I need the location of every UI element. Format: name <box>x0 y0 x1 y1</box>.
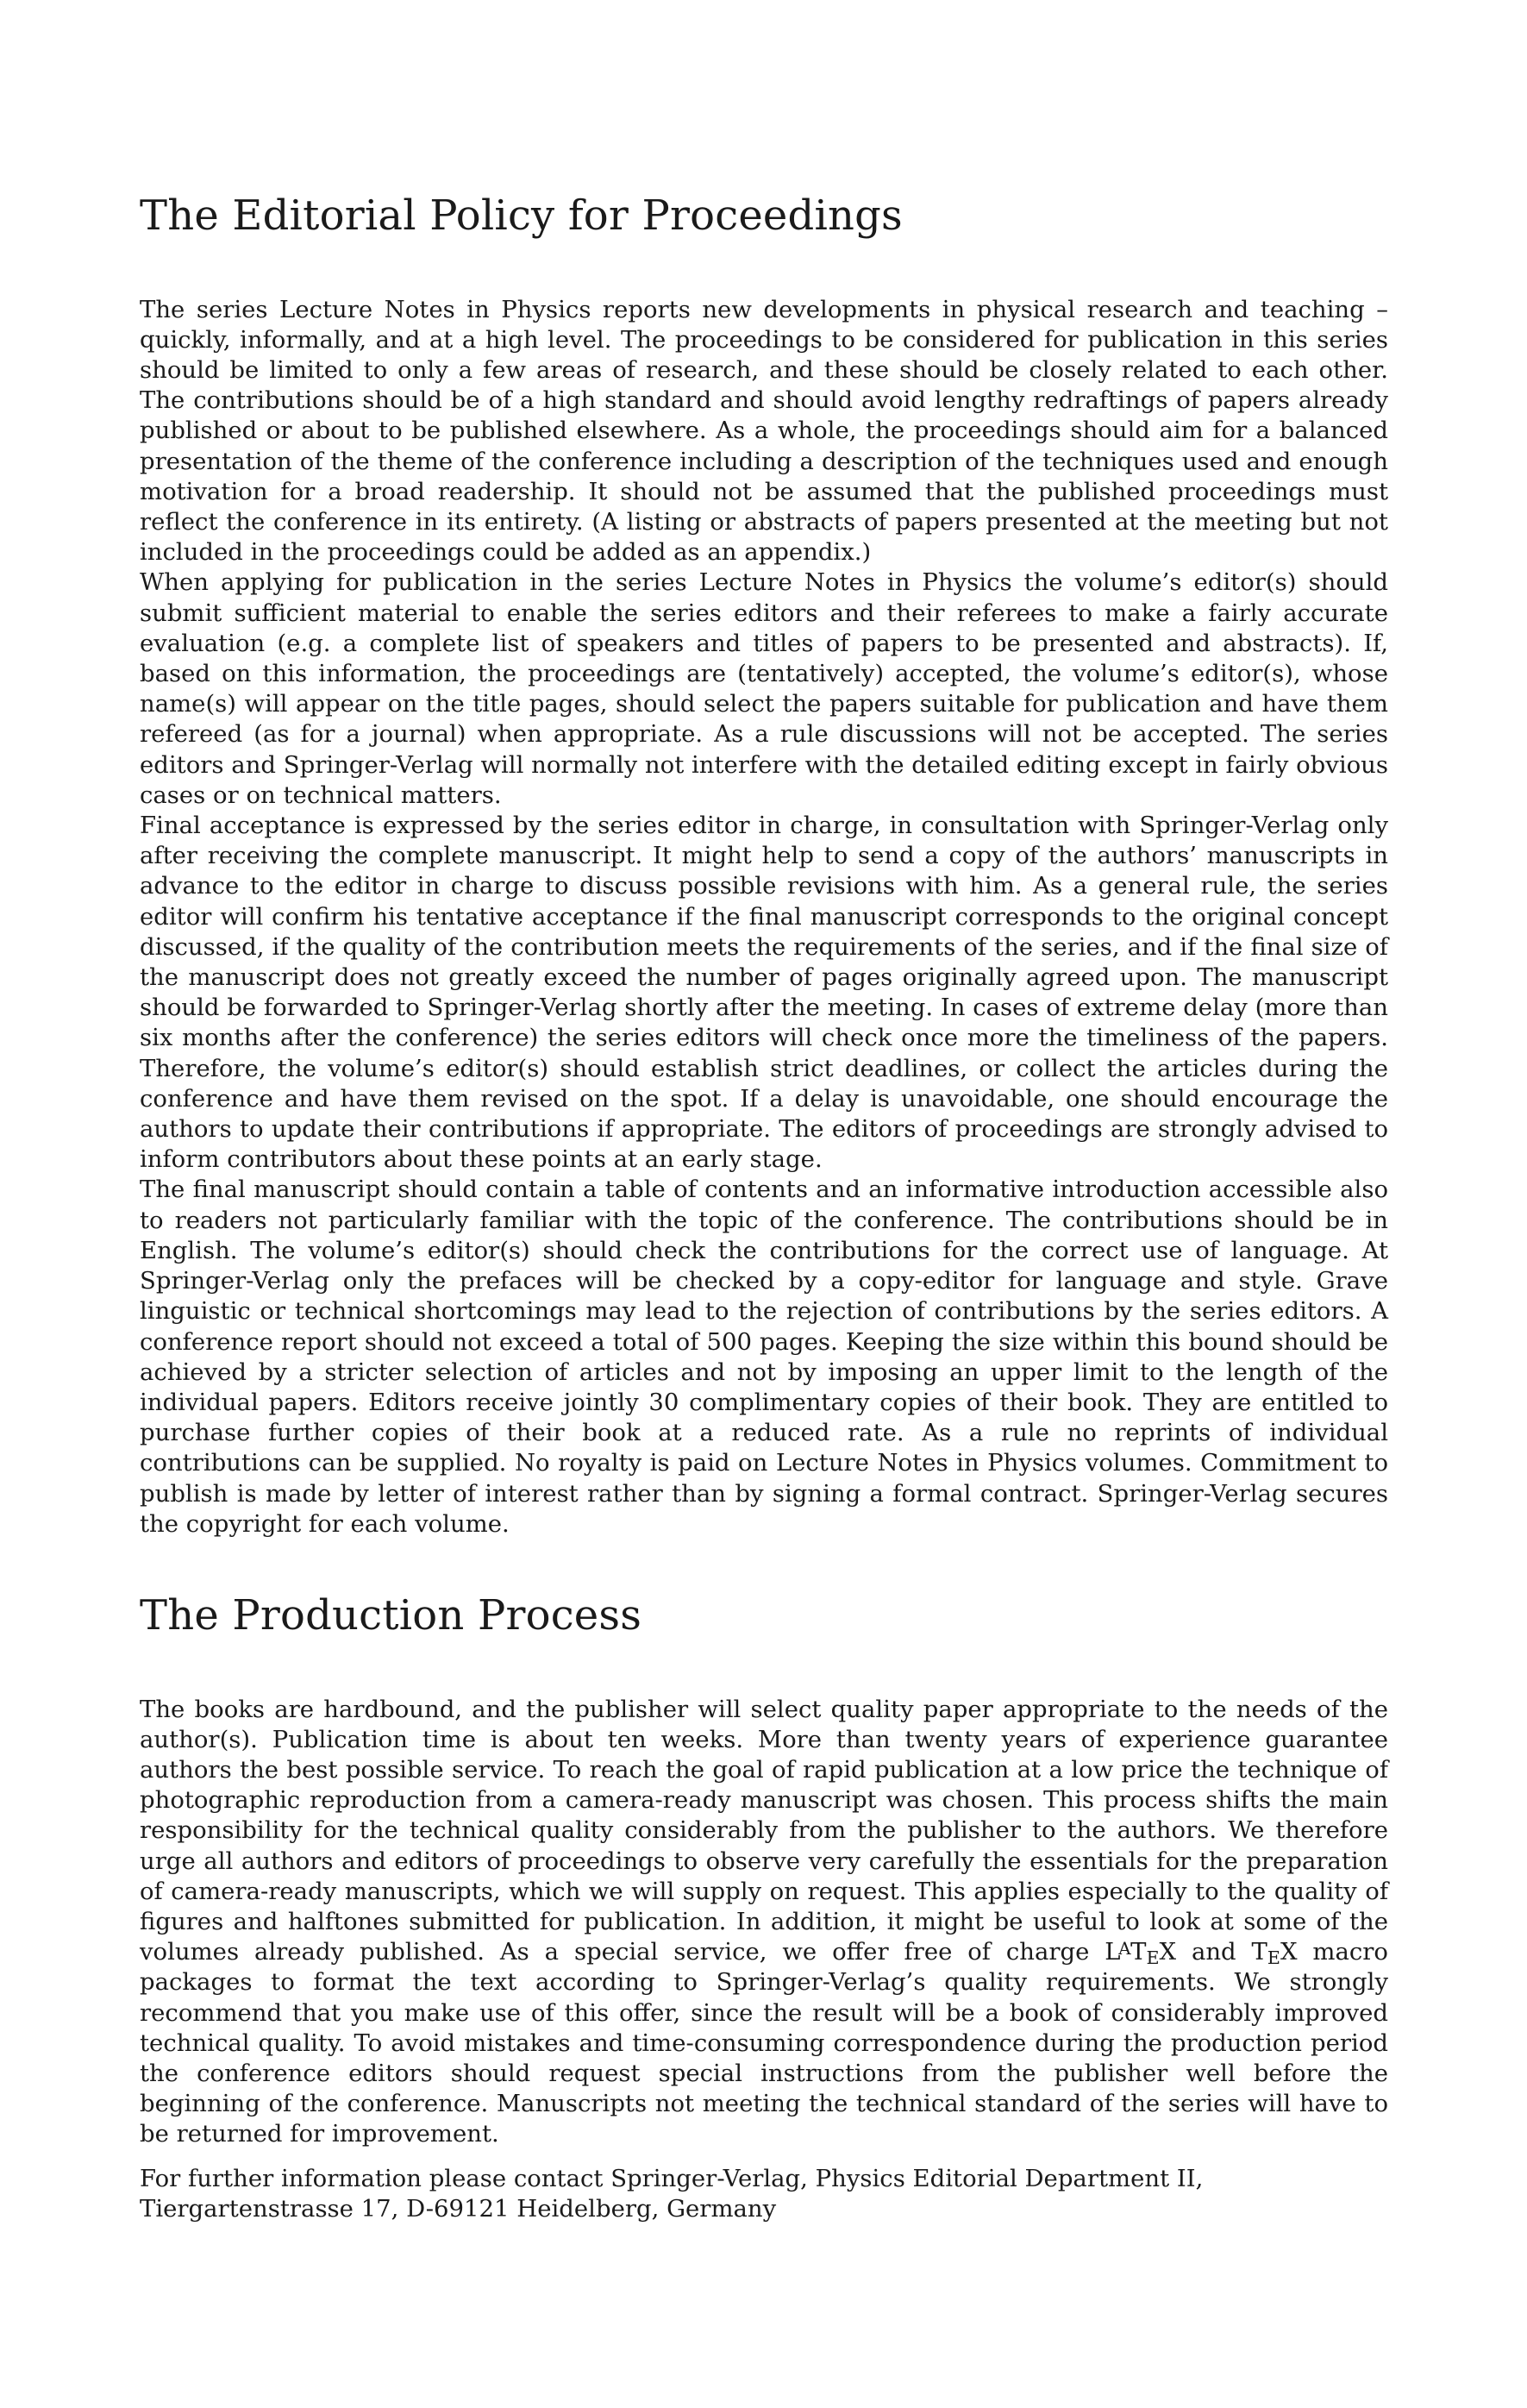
editorial-policy-body <box>140 295 1388 1539</box>
policy-paragraph-3: Final acceptance is expressed by the series editor in charge, in consultation with Springer-Verlag only after receiving the complete manuscript. It might help to send a copy of the authors’ manuscripts in advance to the editor in charge to discuss possible revisions with him. As a general rule, the series editor will confirm his tentative acceptance if the final manuscript corresponds to the original concept discussed, if the quality of the contribution meets the requirements of the series, and if the final size of the manuscript does not greatly exceed the number of pages originally agreed upon. The manuscript should be forwarded to Springer-Verlag shortly after the meeting. In cases of extreme delay (more than six months after the conference) the series editors will check once more the timeliness of the papers. Therefore, the volume’s editor(s) should establish strict deadlines, or collect the articles during the conference and have them revised on the spot. If a delay is unavoidable, one should encourage the authors to update their contributions if appropriate. The editors of proceedings are strongly advised to inform contributors about these points at an early stage. <box>140 812 1388 1174</box>
tex-logo: $T_EX$ <box>1251 1938 1298 1969</box>
production-process-heading: The Production Process <box>140 1590 642 1640</box>
production-text-after-tex: macro packages to format the text according to Springer-Verlag’s quality requirements. We strongly recommend that you make use of this offer, since the result will be a book of considerably improved technical quality. To avoid mistakes and time-consuming correspondence during the production period the conference editors should request special instructions from the publisher well before the beginning of the conference. Manuscripts not meeting the technical standard of the series will have to be returned for improvement. <box>140 1938 1388 2148</box>
policy-paragraph-2: When applying for publication in the series Lecture Notes in Physics the volume’s editor(s) should submit sufficient material to enable the series editors and their referees to make a fairly accurate evaluation (e.g. a complete list of speakers and titles of papers to be presented and abstracts). If, based on this information, the proceedings are (tentatively) accepted, the volume’s editor(s), whose name(s) will appear on the title pages, should select the papers suitable for publication and have them refereed (as for a journal) when appropriate. As a rule discussions will not be accepted. The series editors and Springer-Verlag will normally not interfere with the detailed editing except in fairly obvious cases or on technical matters. <box>140 568 1388 809</box>
page-content <box>140 191 1388 2224</box>
production-text-before-tex: The books are hardbound, and the publisher will select quality paper appropriate to the needs of the author(s). Publication time is about ten weeks. More than twenty years of experience guarantee authors the best possible service. To reach the goal of rapid publication at a low price the technique of photographic reproduction from a camera-ready manuscript was chosen. This process shifts the main responsibility for the technical quality considerably from the publisher to the authors. We therefore urge all authors and editors of proceedings to observe very carefully the essentials for the preparation of camera-ready manuscripts, which we will supply on request. This applies especially to the quality of figures and halftones submitted for publication. In addition, it might be useful to look at some of the volumes already published. As a special service, we offer free of charge <box>140 1695 1388 1966</box>
contact-information: For further information please contact Springer-Verlag, Physics Editorial Department II, Tiergartenstrasse 17, D-69121 Heidelberg, Germany <box>140 2164 1204 2223</box>
policy-paragraph-1: The series Lecture Notes in Physics reports new developments in physical research and teaching – quickly, informally, and at a high level. The proceedings to be considered for publication in this series should be limited to only a few areas of research, and these should be closely related to each other. The contributions should be of a high standard and should avoid lengthy redraftings of papers already published or about to be published elsewhere. As a whole, the proceedings should aim for a balanced presentation of the theme of the conference including a description of the techniques used and enough motivation for a broad readership. It should not be assumed that the published proceedings must reflect the conference in its entirety. (A listing or abstracts of papers presented at the meeting but not included in the proceedings could be added as an appendix.) <box>140 295 1388 567</box>
production-paragraph <box>140 1695 1388 2150</box>
production-process-body <box>140 1695 1388 2224</box>
latex-logo: $L^AT_EX$ <box>1105 1938 1177 1969</box>
tex-connector: and <box>1176 1938 1252 1966</box>
editorial-policy-heading: The Editorial Policy for Proceedings <box>140 191 903 240</box>
policy-paragraph-4: The final manuscript should contain a table of contents and an informative introduction accessible also to readers not particularly familiar with the topic of the conference. The contributions should be in English. The volume’s editor(s) should check the contributions for the correct use of language. At Springer-Verlag only the prefaces will be checked by a copy-editor for language and style. Grave linguistic or technical shortcomings may lead to the rejection of contributions by the series editors. A conference report should not exceed a total of 500 pages. Keeping the size within this bound should be achieved by a stricter selection of articles and not by imposing an upper limit to the length of the individual papers. Editors receive jointly 30 complimentary copies of their book. They are entitled to purchase further copies of their book at a reduced rate. As a rule no reprints of individual contributions can be supplied. No royalty is paid on Lecture Notes in Physics volumes. Commitment to publish is made by letter of interest rather than by signing a formal contract. Springer-Verlag secures the copyright for each volume. <box>140 1176 1388 1538</box>
